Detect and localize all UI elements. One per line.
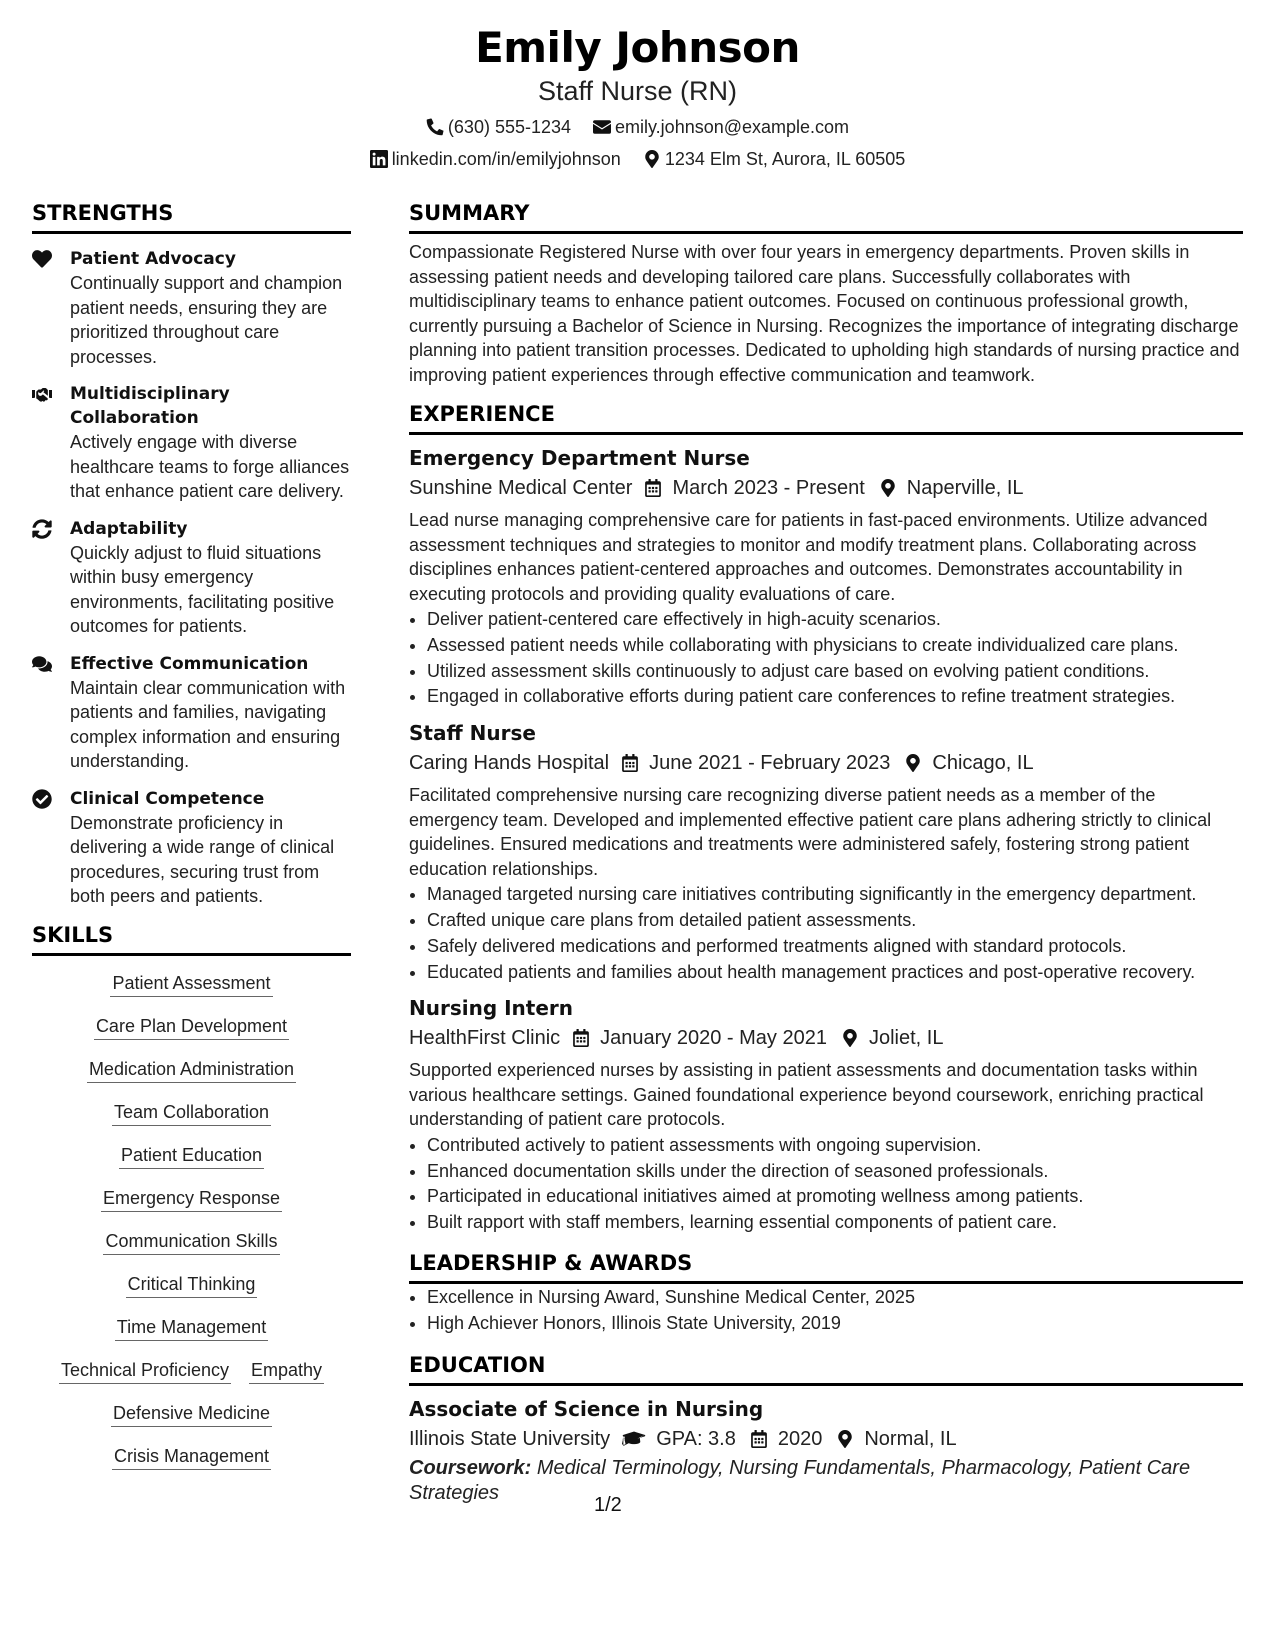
leadership-heading: LEADERSHIP & AWARDS <box>409 1250 1243 1284</box>
map-pin-icon <box>841 1029 859 1047</box>
job-description: Supported experienced nurses by assisting in patient assessments and documentation tasks within various healthcare settings. Gained foundational experience beyond coursework, enriching practical understanding of patient care protocols. <box>409 1060 1204 1130</box>
resume-header <box>0 22 1275 171</box>
summary-heading: SUMMARY <box>409 200 1243 234</box>
job-entry <box>409 444 1243 710</box>
job-bullet: • Enhanced documentation skills under the direction of seasoned professionals. <box>427 1159 1243 1185</box>
job-company: HealthFirst Clinic <box>409 1027 561 1050</box>
job-meta <box>409 749 1243 777</box>
skill-tag: Communication Skills <box>103 1228 279 1255</box>
strength-desc: Quickly adjust to fluid situations within busy emergency environments, facilitating positive outcomes for patients. <box>70 542 335 636</box>
skill-tag: Care Plan Development <box>94 1013 289 1040</box>
education-heading: EDUCATION <box>409 1352 1243 1386</box>
strength-desc: Continually support and champion patient needs, ensuring they are prioritized throughout care processes. <box>70 273 343 367</box>
job-dates: March 2023 - Present <box>672 477 865 499</box>
comments-icon <box>32 654 52 674</box>
job-bullets <box>409 607 1243 710</box>
job-bullet: • Managed targeted nursing care initiatives contributing significantly in the emergency department. <box>427 882 1243 908</box>
strength-item <box>32 382 351 504</box>
phone-contact[interactable] <box>426 115 571 139</box>
education-meta <box>409 1425 1243 1453</box>
email-text: emily.johnson@example.com <box>615 117 850 137</box>
calendar-icon <box>572 1029 590 1047</box>
skill-tag: Defensive Medicine <box>111 1400 272 1427</box>
page-number: 1/2 <box>594 1494 622 1516</box>
job-bullet: • Safely delivered medications and performed treatments aligned with standard protocols. <box>427 934 1243 960</box>
left-column <box>32 200 351 1486</box>
job-bullet: • Built rapport with staff members, learning essential components of patient care. <box>427 1210 1243 1236</box>
school-location: Normal, IL <box>864 1427 957 1450</box>
strength-item <box>32 517 351 639</box>
job-bullet: • Participated in educational initiatives aimed at promoting wellness among patients. <box>427 1184 1243 1210</box>
map-pin-icon <box>904 754 922 772</box>
contact-row-1 <box>0 115 1275 139</box>
job-company: Caring Hands Hospital <box>409 752 610 775</box>
check-circle-icon <box>32 789 52 809</box>
job-entry <box>409 994 1243 1236</box>
skill-tag: Technical Proficiency <box>59 1357 231 1384</box>
email-contact[interactable] <box>593 115 849 139</box>
job-meta <box>409 474 1243 502</box>
job-location: Naperville, IL <box>906 477 1024 499</box>
calendar-icon <box>621 754 639 772</box>
coursework-label: Coursework: <box>409 1456 532 1479</box>
strength-item <box>32 787 351 909</box>
gpa-text: GPA: 3.8 <box>656 1427 736 1450</box>
skill-tag: Emergency Response <box>101 1185 282 1212</box>
phone-icon <box>426 118 444 136</box>
graduation-cap-icon <box>622 1430 646 1448</box>
skill-tag: Team Collaboration <box>112 1099 271 1126</box>
job-bullet: • Deliver patient-centered care effectively in high-acuity scenarios. <box>427 607 1243 633</box>
linkedin-text: linkedin.com/in/emilyjohnson <box>391 149 621 169</box>
strength-item <box>32 652 351 774</box>
job-entry <box>409 719 1243 985</box>
job-dates: January 2020 - May 2021 <box>600 1027 827 1050</box>
grad-year: 2020 <box>777 1427 823 1450</box>
candidate-title: Staff Nurse (RN) <box>537 76 738 106</box>
education-entry <box>409 1395 1243 1506</box>
coursework-text: Medical Terminology, Nursing Fundamentals, Pharmacology, Patient Care Strategies <box>409 1456 1191 1504</box>
skill-tag: Patient Education <box>119 1142 264 1169</box>
handshake-icon <box>32 384 52 404</box>
strength-desc: Demonstrate proficiency in delivering a wide range of clinical procedures, securing trust from both peers and patients. <box>70 812 335 906</box>
job-meta <box>409 1024 1243 1052</box>
job-description: Facilitated comprehensive nursing care recognizing diverse patient needs as a member of the emergency team. Developed and implemented effective patient care plans adhering strictly to clinical guidelines. Ensured medications and treatments were administered safely, fostering strong patient education relationships. <box>409 785 1212 879</box>
job-bullet: • Educated patients and families about health management practices and post-operative recovery. <box>427 960 1243 986</box>
job-description: Lead nurse managing comprehensive care for patients in fast-paced environments. Utilize advanced assessment techniques and strategies to monitor and modify treatment plans. Collaborating across disciplines enhances patient-centered approaches and outcomes. Demonstrates accountability in executing protocols and providing quality evaluations of care. <box>409 510 1208 604</box>
strengths-heading: STRENGTHS <box>32 200 351 234</box>
calendar-icon <box>644 479 662 497</box>
job-location: Chicago, IL <box>932 752 1034 775</box>
heart-icon <box>32 249 52 269</box>
coursework <box>409 1456 1243 1506</box>
strengths-list <box>32 247 351 909</box>
skill-tag: Time Management <box>115 1314 268 1341</box>
job-title: Emergency Department Nurse <box>409 446 750 470</box>
degree-title: Associate of Science in Nursing <box>409 1396 764 1421</box>
skill-tag: Crisis Management <box>112 1443 271 1470</box>
school-name: Illinois State University <box>409 1427 611 1450</box>
strength-name: Patient Advocacy <box>70 249 236 269</box>
job-bullet: • Assessed patient needs while collaborating with physicians to create individualized care plans. <box>427 633 1243 659</box>
candidate-name: Emily Johnson <box>475 23 800 72</box>
strength-name: Multidisciplinary Collaboration <box>70 384 230 428</box>
skills-heading: SKILLS <box>32 922 351 956</box>
skill-tag: Empathy <box>249 1357 324 1384</box>
phone-text: (630) 555-1234 <box>447 117 572 137</box>
award-item: • Excellence in Nursing Award, Sunshine Medical Center, 2025 <box>427 1285 1243 1311</box>
job-bullets <box>409 882 1243 985</box>
job-dates: June 2021 - February 2023 <box>649 752 891 775</box>
skill-tag: Patient Assessment <box>110 970 272 997</box>
calendar-icon <box>750 1430 768 1448</box>
job-bullet: • Crafted unique care plans from detailed patient assessments. <box>427 908 1243 934</box>
award-item: • High Achiever Honors, Illinois State University, 2019 <box>427 1311 1243 1337</box>
strength-name: Clinical Competence <box>70 788 265 809</box>
linkedin-contact[interactable] <box>370 147 621 171</box>
job-bullets <box>409 1133 1243 1236</box>
location-contact <box>643 147 906 171</box>
experience-heading: EXPERIENCE <box>409 401 1243 435</box>
skill-tag: Medication Administration <box>87 1056 296 1083</box>
job-location: Joliet, IL <box>868 1027 944 1050</box>
job-bullet: • Utilized assessment skills continuously to adjust care based on evolving patient conditions. <box>427 659 1243 685</box>
map-pin-icon <box>879 479 897 497</box>
sync-icon <box>32 519 52 539</box>
job-company: Sunshine Medical Center <box>409 477 633 499</box>
map-pin-icon <box>836 1430 854 1448</box>
envelope-icon <box>593 118 611 136</box>
right-column <box>409 200 1243 1506</box>
strength-name: Adaptability <box>70 518 188 539</box>
summary-text: Compassionate Registered Nurse with over four years in emergency departments. Proven skills in assessing patient needs and developing tailored care plans. Successfully collaborates with multidisciplinary teams to enhance patient outcomes. Focused on continuous professional growth, currently pursuing a Bachelor of Science in Nursing. Recognizes the importance of integrating discharge planning into patient transition processes. Dedicated to upholding high standards of nursing practice and improving patient experiences through effective communication and teamwork. <box>409 242 1240 385</box>
map-pin-icon <box>643 150 661 168</box>
strength-desc: Actively engage with diverse healthcare teams to forge alliances that enhance patient care delivery. <box>70 432 350 501</box>
strength-item <box>32 247 351 369</box>
leadership-list <box>409 1285 1243 1337</box>
strength-desc: Maintain clear communication with patients and families, navigating complex information and ensuring understanding. <box>70 677 346 771</box>
contact-row-2 <box>0 147 1275 171</box>
job-title: Nursing Intern <box>409 996 574 1021</box>
strength-name: Effective Communication <box>70 653 309 674</box>
job-title: Staff Nurse <box>409 721 536 746</box>
skill-tag: Critical Thinking <box>126 1271 258 1298</box>
job-bullet: • Engaged in collaborative efforts during patient care conferences to refine treatment strategies. <box>427 684 1243 710</box>
location-text: 1234 Elm St, Aurora, IL 60505 <box>664 149 906 169</box>
skills-list <box>32 970 351 1470</box>
job-bullet: • Contributed actively to patient assessments with ongoing supervision. <box>427 1133 1243 1159</box>
linkedin-icon <box>370 150 388 168</box>
